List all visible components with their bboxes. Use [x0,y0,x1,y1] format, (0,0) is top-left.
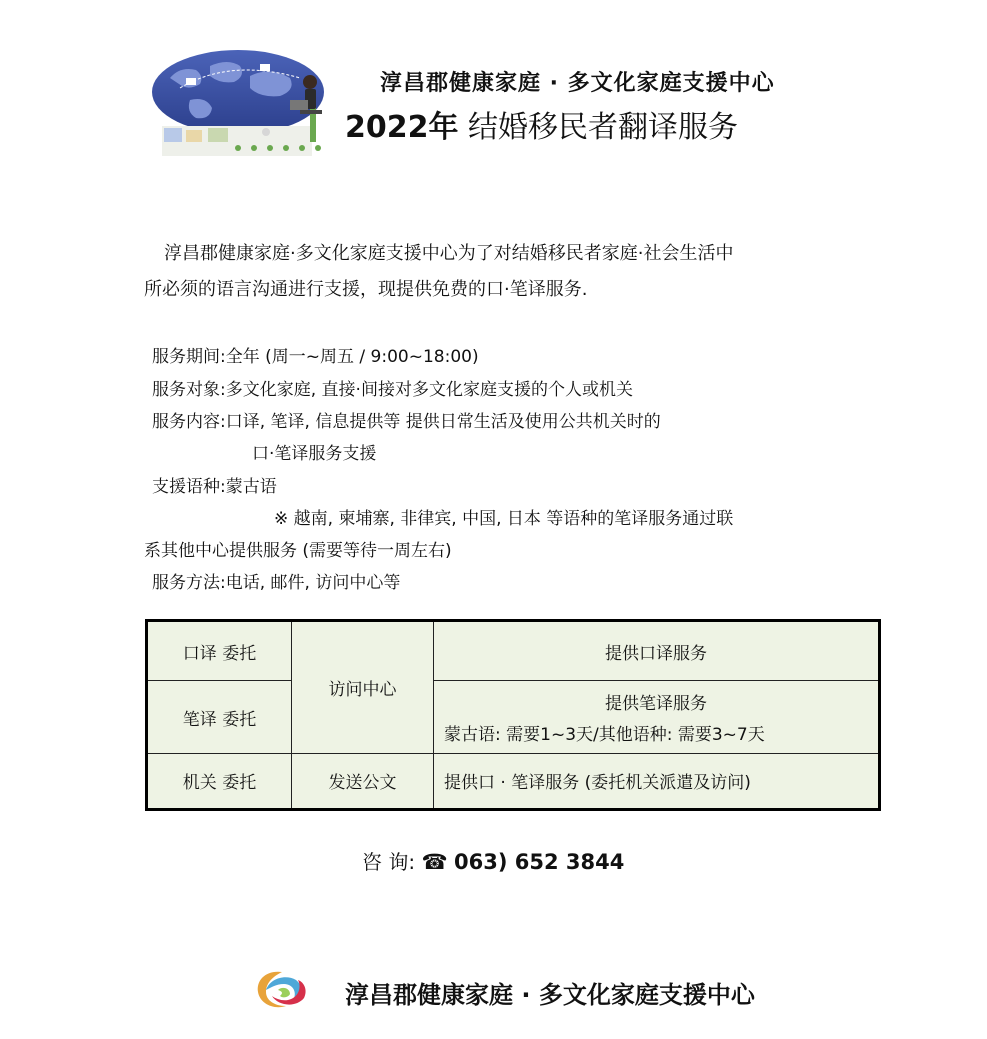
period-label: 服务期间: [152,347,226,367]
language-note-line-2: 系其他中心提供服务 (需要等待一周左右) [144,541,452,561]
phone-number[interactable]: 063) 652 3844 [453,850,625,874]
contact-line [362,846,624,875]
language-note-line-1: ※ 越南, 柬埔寨, 非律宾, 中国, 日本 等语种的笔译服务通过联 [274,509,734,529]
service-detail: 蒙古语: 需要1~3天/其他语种: 需要3~7天 [444,725,765,745]
title-subtitle: 结婚移民者翻译服务 [468,110,739,145]
table-row [147,753,880,809]
org-title: 淳昌郡健康家庭 · 多文化家庭支援中心 [380,71,775,96]
target-value: 多文化家庭, 直接·间接对多文化家庭支援的个人或机关 [225,380,633,400]
content-value: 口译, 笔译, 信息提供等 提供日常生活及使用公共机关时的 [225,412,661,432]
content-label: 服务内容: [152,412,226,432]
info-method [152,568,400,593]
visit-center-cell: 访问中心 [292,621,434,754]
service-cell [434,681,880,753]
service-cell: 提供口译服务 [434,621,880,681]
footer-org-name: 淳昌郡健康家庭 · 多文化家庭支援中心 [345,981,755,1009]
page-title [345,102,738,146]
service-cell: 提供口 · 笔译服务 (委托机关派遣及访问) [434,753,880,809]
language-value: 蒙古语 [225,477,277,497]
target-label: 服务对象: [152,380,226,400]
info-target [152,375,633,400]
period-value: 全年 (周一~周五 / 9:00~18:00) [225,347,479,367]
contact-label: 咨 询: [362,850,422,874]
method-value: 电话, 邮件, 访问中心等 [225,573,401,593]
request-type-cell: 笔译 委托 [147,681,292,753]
method-cell: 发送公文 [292,753,434,809]
center-logo-icon [252,966,314,1012]
content-value-continued: 口·笔译服务支援 [252,444,377,464]
language-label: 支援语种: [152,477,226,497]
intro-paragraph [144,236,864,308]
table-row [147,681,880,753]
request-type-cell: 机关 委托 [147,753,292,809]
request-type-cell: 口译 委托 [147,621,292,681]
method-label: 服务方法: [152,573,226,593]
table-row [147,621,880,681]
info-language [152,472,277,497]
service-title: 提供笔译服务 [605,694,707,714]
intro-line-1: 淳昌郡健康家庭·多文化家庭支援中心为了对结婚移民者家庭·社会生活中 [164,243,734,264]
info-period [152,342,479,367]
telephone-icon: ☎ [421,850,448,874]
service-table [145,619,881,811]
info-content [152,407,661,432]
header-illustration [150,48,330,160]
intro-line-2: 所必须的语言沟通进行支援，现提供免费的口·笔译服务. [144,279,588,300]
title-year: 2022年 [345,110,459,145]
